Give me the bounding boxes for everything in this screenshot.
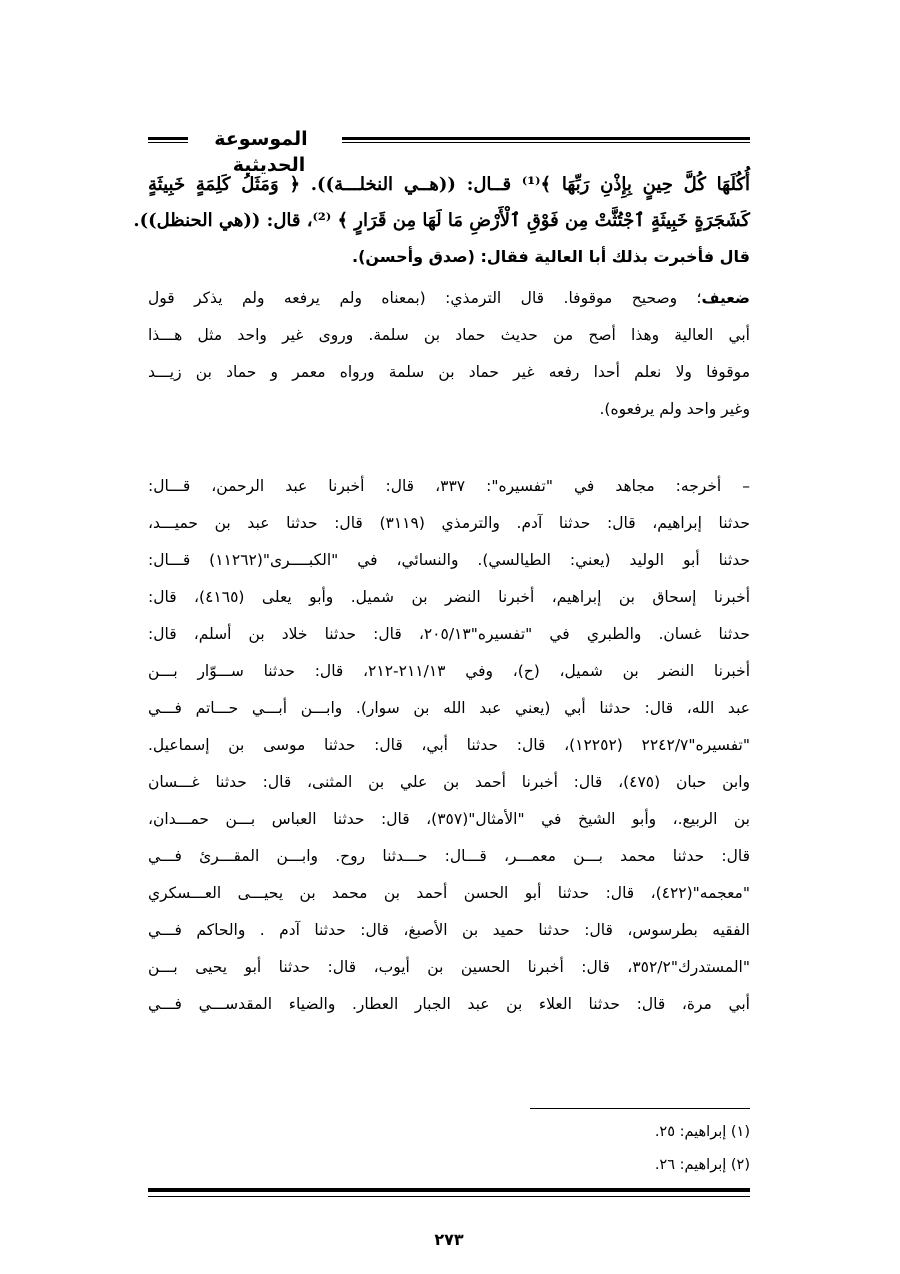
takhrij-line-13: الفقيه بطرسوس، قال: حدثنا حميد بن الأصبغ، قال: حدثنا آدم . والحاكم فـــي <box>148 921 750 939</box>
grading-line-4: وغير واحد ولم يرفعوه). <box>599 400 750 418</box>
takhrij-line-9: وابن حبان (٤٧٥)، قال: أخبرنا أحمد بن علي بن المثنى، قال: حدثنا غـــسان <box>148 773 751 791</box>
takhrij-line-2: حدثنا إبراهيم، قال: حدثنا آدم. والترمذي (٣١١٩) قال: حدثنا عبد بن حميـــد، <box>148 514 750 532</box>
running-header <box>148 126 750 176</box>
header-rule-left-thin <box>148 142 188 143</box>
footnote-2: (٢) إبراهيم: ٢٦. <box>654 1157 750 1173</box>
bottom-rule-thick <box>148 1188 750 1192</box>
header-title: الموسوعة الحديثية <box>214 128 315 176</box>
report-line: قال فأخبرت بذلك أبا العالية فقال: (صدق وأحسن). <box>352 247 750 266</box>
grading-line-2: أبي العالية وهذا أصح من حديث حماد بن سلمة. وروى غير واحد مثل هـــذا <box>148 326 750 344</box>
takhrij-line-11: قال: حدثنا محمد بـــن معمـــر، قـــال: حـــدثنا روح. وابـــن المقـــرئ فـــي <box>148 847 750 865</box>
takhrij-line-14: "المستدرك"٣٥٢/٢، قال: أخبرنا الحسين بن أيوب، قال: حدثنا أبو يحيى بـــن <box>148 958 750 976</box>
takhrij-line-7: عبد الله، قال: حدثنا أبي (يعني عبد الله بن سوار). وابـــن أبـــي حـــاتم فـــي <box>148 699 750 717</box>
footnote-separator <box>530 1108 750 1109</box>
grading-line-1 <box>148 283 750 313</box>
header-rule-right <box>342 137 750 140</box>
footnote-1: (١) إبراهيم: ٢٥. <box>654 1124 750 1140</box>
bottom-rule-thin <box>148 1196 750 1197</box>
takhrij-line-6: أخبرنا النضر بن شميل، (ح)، وفي ٢١١/١٣-٢١٢، قال: حدثنا ســـوّار بـــن <box>148 662 751 680</box>
takhrij-line-15: أبي مرة، قال: حدثنا العلاء بن عبد الجبار العطار. والضياء المقدســـي فـــي <box>148 995 750 1013</box>
grading-line-3: موقوفا ولا نعلم أحدا رفعه غير حماد بن سلمة ورواه معمر و حماد بن زيـــد <box>148 363 750 381</box>
header-rule-right-thin <box>342 142 750 143</box>
page-number: ٢٧٣ <box>434 1230 464 1249</box>
grading-bold-word: ضعيف <box>701 289 750 307</box>
takhrij-line-8: "تفسيره"٢٢٤٢/٧ (١٢٢٥٢)، قال: حدثنا أبي، قال: حدثنا موسى بن إسماعيل. <box>148 736 750 754</box>
takhrij-line-1: – أخرجه: مجاهد في "تفسيره": ٣٣٧، قال: أخبرنا عبد الرحمن، قـــال: <box>148 477 751 495</box>
grading-line-1-text: ؛ وصحيح موقوفا. قال الترمذي: (بمعناه ولم يرفعه ولم يذكر قول <box>148 289 702 307</box>
takhrij-line-10: بن الربيع.، وأبو الشيخ في "الأمثال"(٣٥٧)، قال: حدثنا العباس بـــن حمـــدان، <box>148 810 750 828</box>
verse-line-1: أُكُلَهَا كُلَّ حِينٍ بِإِذْنِ رَبِّهَا ﴾⁽¹⁾ قــال: ((هــي النخلـــة)). ﴿ وَمَثَلُ كَلِمَةٍ خَبِيثَةٍ <box>148 174 750 195</box>
verse-line-2: كَشَجَرَةٍ خَبِيثَةٍ ٱجْتُثَّتْ مِن فَوْقِ ٱلْأَرْضِ مَا لَهَا مِن قَرَارٍ ﴾ ⁽²⁾، قال: ((هي الحنظل)). <box>133 210 750 231</box>
takhrij-line-3: حدثنا أبو الوليد (يعني: الطيالسي). والنسائي، في "الكبــــرى"(١١٢٦٢) قـــال: <box>148 551 751 569</box>
header-rule-left <box>148 137 188 140</box>
takhrij-line-4: أخبرنا إسحاق بن إبراهيم، أخبرنا النضر بن شميل. وأبو يعلى (٤١٦٥)، قال: <box>148 588 751 606</box>
takhrij-line-12: "معجمه"(٤٢٢)، قال: حدثنا أبو الحسن أحمد بن محمد بن يحيـــى العـــسكري <box>148 884 750 902</box>
takhrij-line-5: حدثنا غسان. والطبري في "تفسيره"٢٠٥/١٣، قال: حدثنا خلاد بن أسلم، قال: <box>148 625 750 643</box>
